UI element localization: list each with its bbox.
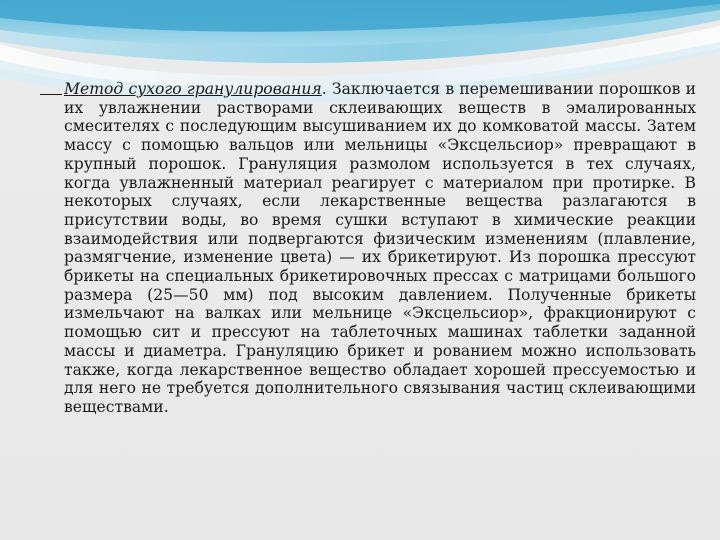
paragraph [64, 80, 696, 417]
method-title: Метод сухого гранулирования [64, 80, 322, 98]
bullet-dash [40, 80, 62, 95]
body-text-block [64, 80, 696, 417]
paragraph-body: . Заключается в перемешивании порошков и их увлажнении растворами склеивающих веществ в эмалированных смесителях с последующим высушиванием их до комковатой массы. Затем массу с помощью вальцов или мельницы «Эксцельсиор» превращают в крупный порошок. Грануляция размолом используется в тех случаях, когда увлажненный материал реагирует с материалом при протирке. В некоторых случаях, если лекарственные вещества разлагаются в присутствии воды, во время сушки вступают в химические реакции взаимодействия или подвергаются физическим изменениям (плавление, размягчение, изменение цвета) — их брикетируют. Из порошка прессуют брикеты на специальных брикетировочных прессах с матрицами большого размера (25—50 мм) под высоким давлением. Полученные брикеты измельчают на валках или мельнице «Эксцельсиор», фракционируют с помощью сит и прессуют на таблеточных машинах таблетки заданной массы и диаметра. Грануляцию брикет и рованием можно использовать также, когда лекарственное вещество обладает хорошей прессуемостью и для него не требуется дополнительного связывания частиц склеивающими веществами. [64, 80, 696, 416]
